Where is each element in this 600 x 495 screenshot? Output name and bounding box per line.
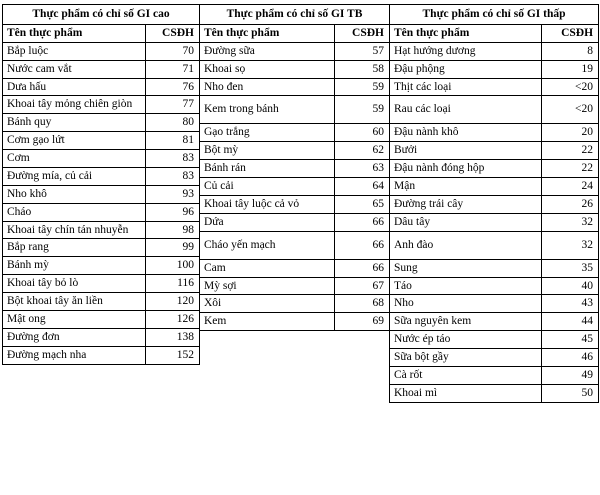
column-header-gi-value: CSĐH [335,24,390,42]
table-row [390,231,599,259]
table-row [200,142,390,160]
gi-value: 59 [335,96,390,124]
table-column-header-row [390,24,599,42]
gi-value: 22 [542,142,599,160]
food-name: Anh đào [390,231,542,259]
gi-value: 67 [335,277,390,295]
gi-value: 138 [146,328,200,346]
food-name: Bánh mỳ [3,257,146,275]
gi-value: 43 [542,295,599,313]
table-row [390,213,599,231]
gi-value: 60 [335,124,390,142]
gi-value: 66 [335,213,390,231]
food-name: Nho [390,295,542,313]
gi-value: 57 [335,42,390,60]
food-name: Khoai tây bỏ lò [3,275,146,293]
table-row [3,257,200,275]
table-row [390,331,599,349]
gi-medium-table [199,4,390,331]
gi-value: 64 [335,178,390,196]
gi-value: 98 [146,221,200,239]
table-row [3,221,200,239]
food-name: Đường trái cây [390,195,542,213]
food-name: Bắp rang [3,239,146,257]
gi-value: 46 [542,349,599,367]
gi-value: 70 [146,42,200,60]
group-title: Thực phẩm có chỉ số GI thấp [390,5,599,25]
food-name: Nho đen [200,78,335,96]
table-row [390,142,599,160]
gi-value: 45 [542,331,599,349]
table-row [390,78,599,96]
table-row [200,259,390,277]
table-row [200,124,390,142]
food-name: Dâu tây [390,213,542,231]
table-row [3,114,200,132]
gi-value: 93 [146,185,200,203]
column-header-gi-value: CSĐH [146,24,200,42]
table-row [390,178,599,196]
gi-value: 62 [335,142,390,160]
gi-value: 83 [146,150,200,168]
gi-low-table [389,4,599,403]
food-name: Cơm gạo lứt [3,132,146,150]
gi-value: 68 [335,295,390,313]
table-row [200,213,390,231]
gi-value: 69 [335,313,390,331]
food-name: Táo [390,277,542,295]
gi-value: 66 [335,259,390,277]
table-row [390,384,599,402]
food-name: Đường đơn [3,328,146,346]
food-name: Cà rốt [390,366,542,384]
gi-value: 40 [542,277,599,295]
gi-value: 58 [335,60,390,78]
table-row [200,295,390,313]
gi-value: 32 [542,231,599,259]
table-row [390,96,599,124]
gi-high-table [2,4,200,365]
food-name: Thịt các loại [390,78,542,96]
table-row [390,195,599,213]
food-name: Bột mỳ [200,142,335,160]
table-row [3,203,200,221]
gi-value: 126 [146,310,200,328]
food-name: Đậu nành khô [390,124,542,142]
table-row [200,42,390,60]
food-name: Bánh quy [3,114,146,132]
gi-value: 63 [335,160,390,178]
group-title: Thực phẩm có chỉ số GI TB [200,5,390,25]
food-name: Gạo trắng [200,124,335,142]
gi-value: 71 [146,60,200,78]
food-name: Hạt hướng dương [390,42,542,60]
table-row [390,366,599,384]
table-row [3,96,200,114]
food-name: Khoai sọ [200,60,335,78]
table-row [390,42,599,60]
food-name: Sung [390,259,542,277]
table-row [3,328,200,346]
gi-value: 76 [146,78,200,96]
gi-value: 99 [146,239,200,257]
gi-value: 120 [146,293,200,311]
table-group-header-row [3,5,200,25]
table-row [3,78,200,96]
food-name: Củ cải [200,178,335,196]
food-name: Cháo [3,203,146,221]
food-name: Sữa bột gầy [390,349,542,367]
gi-value: 83 [146,167,200,185]
food-name: Nước ép táo [390,331,542,349]
gi-value: 8 [542,42,599,60]
table-row [3,275,200,293]
table-row [390,349,599,367]
table-row [390,313,599,331]
table-column-header-row [3,24,200,42]
gi-value: 81 [146,132,200,150]
gi-value: 96 [146,203,200,221]
table-row [390,259,599,277]
food-name: Bánh rán [200,160,335,178]
food-name: Đường sữa [200,42,335,60]
gi-value: 77 [146,96,200,114]
gi-value: 100 [146,257,200,275]
table-row [3,346,200,364]
food-name: Kem [200,313,335,331]
food-name: Khoai tây luộc cả vỏ [200,195,335,213]
food-name: Bắp luộc [3,42,146,60]
food-name: Bưởi [390,142,542,160]
gi-value: 50 [542,384,599,402]
table-row [390,295,599,313]
food-name: Dứa [200,213,335,231]
gi-value: 44 [542,313,599,331]
food-name: Cháo yến mạch [200,231,335,259]
gi-value: 20 [542,124,599,142]
table-row [3,60,200,78]
food-name: Kem trong bánh [200,96,335,124]
gi-value: <20 [542,96,599,124]
table-row [200,231,390,259]
gi-value: 24 [542,178,599,196]
gi-value: 59 [335,78,390,96]
food-name: Mận [390,178,542,196]
column-header-food-name: Tên thực phẩm [200,24,335,42]
gi-value: 80 [146,114,200,132]
food-name: Rau các loại [390,96,542,124]
food-name: Xôi [200,295,335,313]
table-row [3,310,200,328]
table-row [200,78,390,96]
column-header-food-name: Tên thực phẩm [390,24,542,42]
table-row [390,124,599,142]
table-row [3,293,200,311]
table-row [3,42,200,60]
gi-value: 35 [542,259,599,277]
food-name: Khoai mì [390,384,542,402]
gi-value: 22 [542,160,599,178]
table-group-header-row [390,5,599,25]
table-row [200,96,390,124]
table-row [200,160,390,178]
gi-value: <20 [542,78,599,96]
table-group-header-row [200,5,390,25]
table-column-header-row [200,24,390,42]
table-row [390,60,599,78]
food-name: Mật ong [3,310,146,328]
column-header-food-name: Tên thực phẩm [3,24,146,42]
food-name: Cam [200,259,335,277]
food-name: Sữa nguyên kem [390,313,542,331]
gi-value: 32 [542,213,599,231]
table-row [3,150,200,168]
food-name: Đậu phộng [390,60,542,78]
food-name: Đường mạch nha [3,346,146,364]
gi-value: 65 [335,195,390,213]
gi-value: 66 [335,231,390,259]
table-row [200,178,390,196]
food-name: Nước cam vắt [3,60,146,78]
table-row [200,195,390,213]
table-row [390,277,599,295]
gi-value: 152 [146,346,200,364]
gi-value: 116 [146,275,200,293]
table-row [200,60,390,78]
food-name: Dưa hấu [3,78,146,96]
gi-value: 26 [542,195,599,213]
table-row [390,160,599,178]
table-row [200,277,390,295]
table-row [3,185,200,203]
food-name: Khoai tây mỏng chiên giòn [3,96,146,114]
food-name: Khoai tây chín tán nhuyễn [3,221,146,239]
food-name: Bột khoai tây ăn liền [3,293,146,311]
food-name: Cơm [3,150,146,168]
food-name: Đậu nành đóng hộp [390,160,542,178]
table-row [3,132,200,150]
column-header-gi-value: CSĐH [542,24,599,42]
table-row [3,167,200,185]
table-row [200,313,390,331]
table-row [3,239,200,257]
food-name: Nho khô [3,185,146,203]
gi-value: 49 [542,366,599,384]
gi-value: 19 [542,60,599,78]
food-name: Đường mía, củ cải [3,167,146,185]
group-title: Thực phẩm có chỉ số GI cao [3,5,200,25]
food-name: Mỳ sợi [200,277,335,295]
